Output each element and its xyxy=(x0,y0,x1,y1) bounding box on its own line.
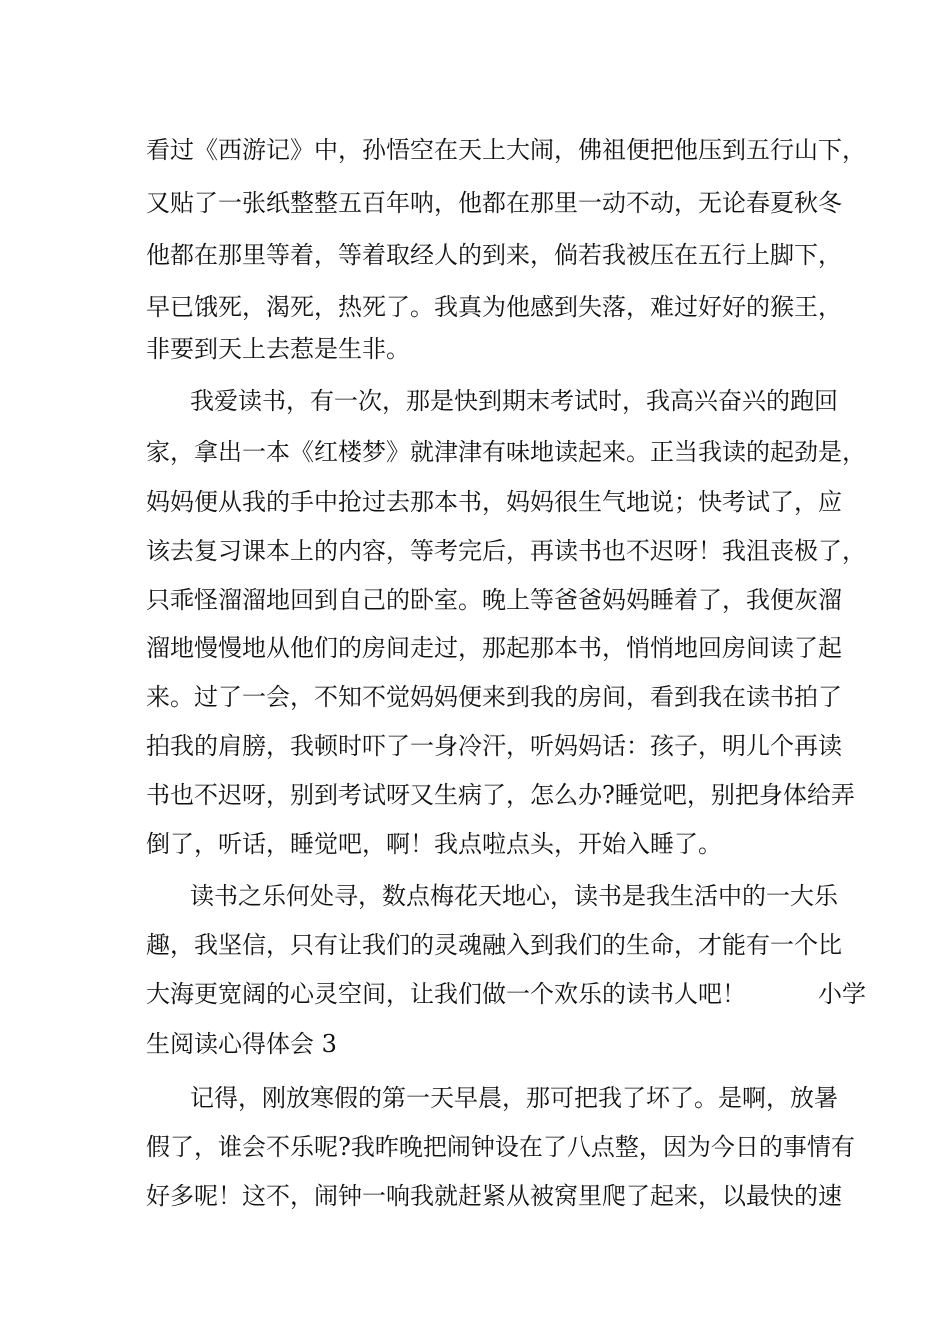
paragraph-first-line: 读书之乐何处寻，数点梅花天地心，读书是我生活中的一大乐 xyxy=(190,882,838,910)
text-line: 趣，我坚信，只有让我们的灵魂融入到我们的生命，才能有一个比 xyxy=(146,931,842,959)
text-line: 倒了，听话，睡觉吧，啊！我点啦点头，开始入睡了。 xyxy=(146,830,722,858)
text-line: 家，拿出一本《红楼梦》就津津有味地读起来。正当我读的起劲是， xyxy=(146,438,866,466)
section-heading-line: 生阅读心得体会 3 xyxy=(146,1030,337,1058)
text-line: 拍我的肩膀，我顿时吓了一身冷汗，听妈妈话：孩子，明儿个再读 xyxy=(146,732,842,760)
text-line: 又贴了一张纸整整五百年呐，他都在那里一动不动，无论春夏秋冬 xyxy=(146,189,842,217)
text-line: 书也不迟呀，别到考试呀又生病了，怎么办?睡觉吧，别把身体给弄 xyxy=(146,781,855,809)
text-line: 假了，谁会不乐呢?我昨晚把闹钟设在了八点整，因为今日的事情有 xyxy=(146,1133,855,1161)
text-line: 好多呢！这不，闹钟一响我就赶紧从被窝里爬了起来，以最快的速 xyxy=(146,1182,842,1210)
text-line: 来。过了一会，不知不觉妈妈便来到我的房间，看到我在读书拍了 xyxy=(146,683,842,711)
text-line: 早已饿死，渴死，热死了。我真为他感到失落，难过好好的猴王， xyxy=(146,293,842,321)
text-line: 该去复习课本上的内容，等考完后，再读书也不迟呀！我沮丧极了， xyxy=(146,537,866,565)
paragraph-first-line: 我爱读书，有一次，那是快到期末考试时，我高兴奋兴的跑回 xyxy=(190,387,838,415)
text-line: 看过《西游记》中，孙悟空在天上大闹，佛祖便把他压到五行山下， xyxy=(146,136,866,164)
text-line: 只乖怪溜溜地回到自己的卧室。晚上等爸爸妈妈睡着了，我便灰溜 xyxy=(146,586,842,614)
text-line: 溜地慢慢地从他们的房间走过，那起那本书，悄悄地回房间读了起 xyxy=(146,634,842,662)
text-line: 大海更宽阔的心灵空间，让我们做一个欢乐的读书人吧！ 小学 xyxy=(146,980,866,1008)
text-line: 他都在那里等着，等着取经人的到来，倘若我被压在五行上脚下， xyxy=(146,241,842,269)
text-line: 非要到天上去惹是生非。 xyxy=(146,335,410,363)
text-line: 妈妈便从我的手中抢过去那本书，妈妈很生气地说；快考试了，应 xyxy=(146,488,842,516)
paragraph-first-line: 记得，刚放寒假的第一天早晨，那可把我了坏了。是啊，放暑 xyxy=(190,1084,838,1112)
